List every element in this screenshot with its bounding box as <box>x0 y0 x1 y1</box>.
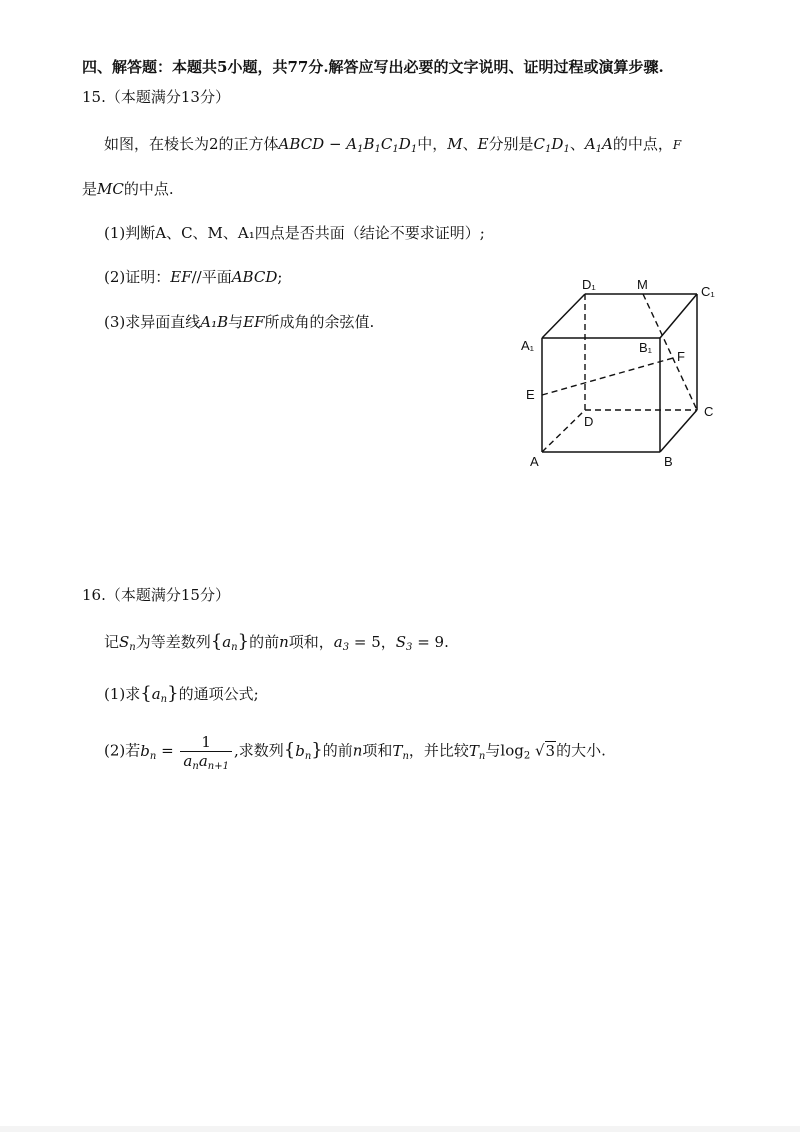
stem-text: 的中点， <box>612 135 673 153</box>
point-E: E <box>477 135 489 153</box>
page-footer-strip <box>0 1126 800 1132</box>
problem-15-header <box>82 86 230 108</box>
edge-B1C1 <box>660 294 697 338</box>
label-F: F <box>677 349 685 364</box>
question-15-2: (2)证明：EF//平面ABCD; <box>104 268 283 286</box>
question-15-1: (1)判断A、C、M、A₁四点是否共面（结论不要求证明）; <box>104 224 485 242</box>
stem-text: 如图，在棱长为2的正方体 <box>104 135 279 153</box>
label-E: E <box>526 387 535 402</box>
fraction: $\frac{1}{a_na_{n+1}}$ <box>180 733 232 770</box>
problem-16-points: （本题满分15分） <box>105 586 230 604</box>
cube-name: ABCD − $A_1B_1C_1D_1$ <box>278 135 418 155</box>
cube-figure <box>510 270 740 470</box>
problem-15-stem-line2: 是MC的中点. <box>82 180 174 198</box>
edge-BC <box>660 410 697 452</box>
stem-text: 分别是 <box>488 135 534 153</box>
stem-text: 中， <box>417 135 448 153</box>
problem-16-header <box>82 584 230 606</box>
problem-16-stem: 记$S_n$为等差数列$\{a_n\}$的前n项和，$a_3 = 5$，$S_3 = 9$. <box>104 631 449 653</box>
segment-A1A: $A_1A$ <box>584 135 613 155</box>
edge-A1D1 <box>542 294 585 338</box>
question-15-3: (3)求异面直线A₁B与EF所成角的余弦值. <box>104 313 375 331</box>
segment-EF-hidden <box>542 358 673 395</box>
segment-MC: MC <box>97 180 124 198</box>
label-A1: A₁ <box>521 338 535 353</box>
label-B: B <box>664 454 673 469</box>
point-F: F <box>672 138 682 152</box>
label-C: C <box>704 404 714 419</box>
label-C1: C₁ <box>701 284 715 299</box>
label-A: A <box>530 454 539 469</box>
point-M: M <box>447 135 463 153</box>
question-16-2: (2)若$b_n$ = $\frac{1}{a_na_{n+1}}$ ,求数列$\{b_n\}$的前n项和$T_n$，并比较$T_n$与$\log_2 √3$的大小. <box>104 733 606 772</box>
label-B1: B₁ <box>639 340 653 355</box>
question-16-1: (1)求$\{a_n\}$的通项公式; <box>104 683 259 705</box>
label-M: M <box>637 277 648 292</box>
problem-16-number: 16. <box>82 586 106 604</box>
problem-15-stem: 如图，在棱长为2的正方体ABCD − $A_1B_1C_1D_1$中，M、E分别是$C_1D_1$、$A_1A$的中点，F <box>104 135 682 155</box>
segment-C1D1: $C_1D_1$ <box>533 135 570 155</box>
edge-AD-hidden <box>542 410 585 452</box>
section-heading: 四、解答题：本题共5小题，共77分.解答应写出必要的文字说明、证明过程或演算步骤. <box>82 58 664 76</box>
problem-15-number: 15. <box>82 88 106 106</box>
problem-15-points: （本题满分13分） <box>105 88 230 106</box>
label-D1: D₁ <box>582 277 596 292</box>
label-D: D <box>584 414 594 429</box>
